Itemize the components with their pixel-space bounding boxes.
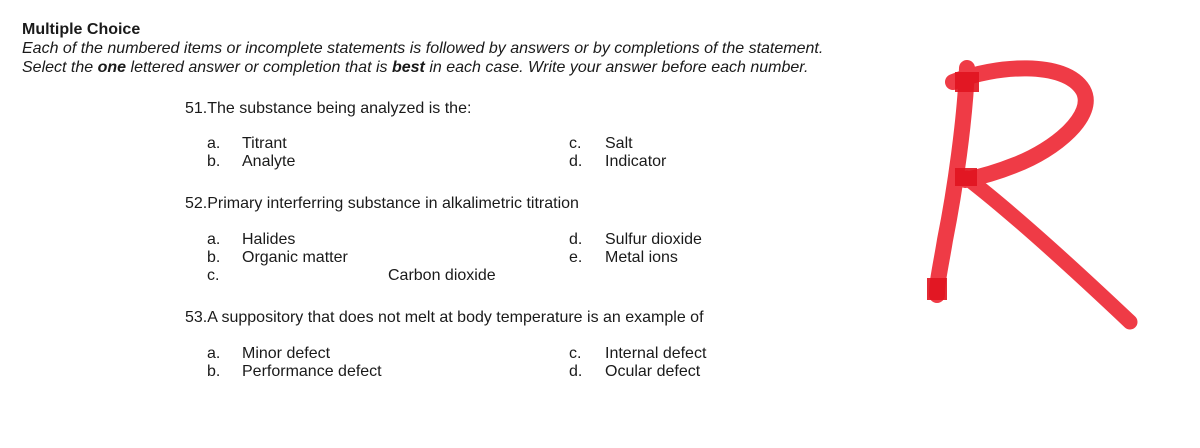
question-53-text: 53.A suppository that does not melt at body temperature is an example of — [185, 309, 704, 326]
instructions-text: lettered answer or completion that is — [126, 59, 392, 76]
q51-option-a-text: Titrant — [242, 135, 287, 152]
question-52-text: 52.Primary interferring substance in alkalimetric titration — [185, 195, 579, 212]
q51-option-a-letter: a. — [207, 135, 221, 152]
q53-option-c-letter: c. — [569, 345, 582, 362]
q52-option-c-letter: c. — [207, 267, 220, 284]
q51-option-c-letter: c. — [569, 135, 582, 152]
q53-option-c-text: Internal defect — [605, 345, 707, 362]
q52-option-b-letter: b. — [207, 249, 221, 266]
question-51-text: 51.The substance being analyzed is the: — [185, 100, 472, 117]
instructions-line-2 — [22, 58, 808, 77]
r-overlap-mark — [955, 72, 979, 92]
r-overlap-mark — [955, 168, 977, 186]
instructions-line-1: Each of the numbered items or incomplete statements is followed by answers or by completions of the statement. — [22, 40, 824, 57]
q51-option-d-letter: d. — [569, 153, 583, 170]
r-overlap-mark — [927, 278, 947, 300]
instructions-text: in each case. Write your answer before each number. — [424, 59, 809, 76]
handwritten-r-mark — [915, 50, 1155, 350]
q52-option-b-text: Organic matter — [242, 249, 348, 266]
instructions-text: Select the — [22, 59, 98, 76]
q52-option-d-letter: d. — [569, 231, 583, 248]
r-leg-stroke — [967, 178, 1130, 322]
q51-option-b-letter: b. — [207, 153, 221, 170]
instructions-emphasis-one: one — [97, 59, 127, 76]
q52-option-e-text: Metal ions — [605, 249, 678, 266]
instructions-emphasis-best: best — [391, 59, 425, 76]
q52-option-c-text: Carbon dioxide — [388, 267, 496, 284]
q51-option-d-text: Indicator — [605, 153, 667, 170]
q53-option-d-text: Ocular defect — [605, 363, 701, 380]
section-title: Multiple Choice — [22, 21, 141, 38]
q53-option-b-letter: b. — [207, 363, 221, 380]
q53-option-a-text: Minor defect — [242, 345, 331, 362]
q51-option-c-text: Salt — [605, 135, 633, 152]
q52-option-d-text: Sulfur dioxide — [605, 231, 702, 248]
q51-option-b-text: Analyte — [242, 153, 296, 170]
q52-option-e-letter: e. — [569, 249, 583, 266]
q52-option-a-text: Halides — [242, 231, 296, 248]
q53-option-a-letter: a. — [207, 345, 221, 362]
q53-option-b-text: Performance defect — [242, 363, 382, 380]
r-mark-strokes — [937, 68, 1130, 322]
q52-option-a-letter: a. — [207, 231, 221, 248]
q53-option-d-letter: d. — [569, 363, 583, 380]
